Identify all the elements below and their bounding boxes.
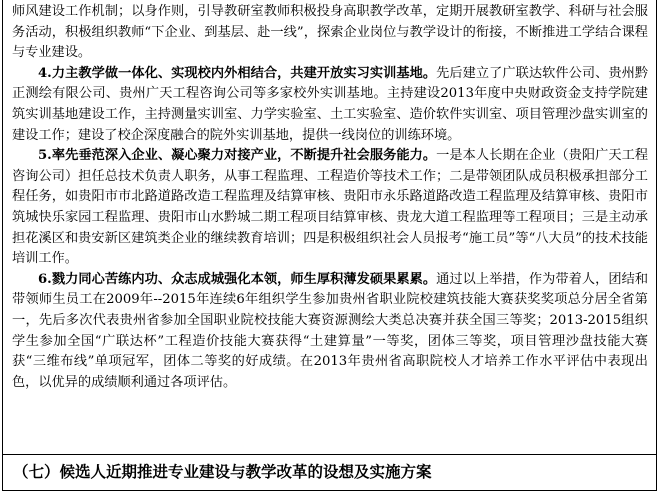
paragraph-text: 师风建设工作机制；以身作则，引导教研室教师积极投身高职教学改革，定期开展教研室教学、科研与社会服务活动，积极组织教师“下企业、到基层、赴一线”，探索企业岗位与教学设计的衔接，不断推进工学结合课程与专业建设。 bbox=[12, 4, 648, 61]
section-title: （七）候选人近期推进专业建设与教学改革的设想及实施方案 bbox=[13, 462, 432, 481]
paragraph-heading: 4.力主教学做一体化、实现校内外相结合，共建开放实习实训基地。 bbox=[38, 65, 437, 81]
paragraph-social-service bbox=[12, 146, 648, 270]
paragraph-text: 通过以上举措，作为带着人，团结和带领师生员工在2009年--2015年连续6年组织学生参加贵州省职业院校建筑技能大赛获奖奖项总分居全省第一，先后多次代表贵州省参加全国职业院校技能大赛资源测绘大类总决赛并获全国三等奖；2013-2015组织学生参加全国“广联达杯”工程造价技能大赛获得“土建算量”一等奖，团体三等奖，项目管理沙盘技能大赛获“三维布线”单项冠军，团体二等奖的好成绩。在2013年贵州省高职院校人才培养工作水平评估中表现出色，以优异的成绩顺利通过各项评估。 bbox=[12, 271, 649, 390]
paragraph-heading: 6.戮力同心苦练内功、众志成城强化本领，师生厚积薄发硕果累累。 bbox=[38, 271, 437, 287]
paragraph-training-base bbox=[12, 64, 648, 146]
paragraph-teaching-style bbox=[12, 2, 648, 64]
section-heading-cell bbox=[3, 455, 656, 490]
paragraph-achievements bbox=[12, 270, 648, 394]
paragraph-text: 一是本人长期在企业（贵阳广天工程咨询公司）担任总技术负责人职务，从事工程监理、工程造价等技术工作；二是带领团队成员积极承担部分工程任务，如贵阳市市北路道路改造工程监理及结算审核、贵阳市永乐路道路改造工程监理及结算审核、贵阳市筑城快乐家园工程监理、贵阳市山水黔城二期工程项目结算审核、贵龙大道工程监理等工程项目；三是主动承担花溪区和贵安新区建筑类企业的继续教育培训；四是积极组织社会人员报考“施工员”等“八大员”的技术技能培训工作。 bbox=[12, 148, 649, 267]
paragraph-heading: 5.率先垂范深入企业、凝心聚力对接产业，不断提升社会服务能力。 bbox=[38, 148, 437, 164]
paragraph-text: 先后建立了广联达软件公司、贵州黔正测绘有限公司、贵州广天工程咨询公司等多家校外实训基地。主持建设2013年度中央财政资金支持学院建筑实训基地建设工作，主持测量实训室、力学实验室、土工实验室、造价软件实训室、项目管理沙盘实训室的建设工作；建设了校企深度融合的院外实训基地，提供一线岗位的训练环境。 bbox=[12, 65, 649, 143]
document-table bbox=[2, 0, 657, 491]
achievement-cell bbox=[3, 0, 656, 455]
